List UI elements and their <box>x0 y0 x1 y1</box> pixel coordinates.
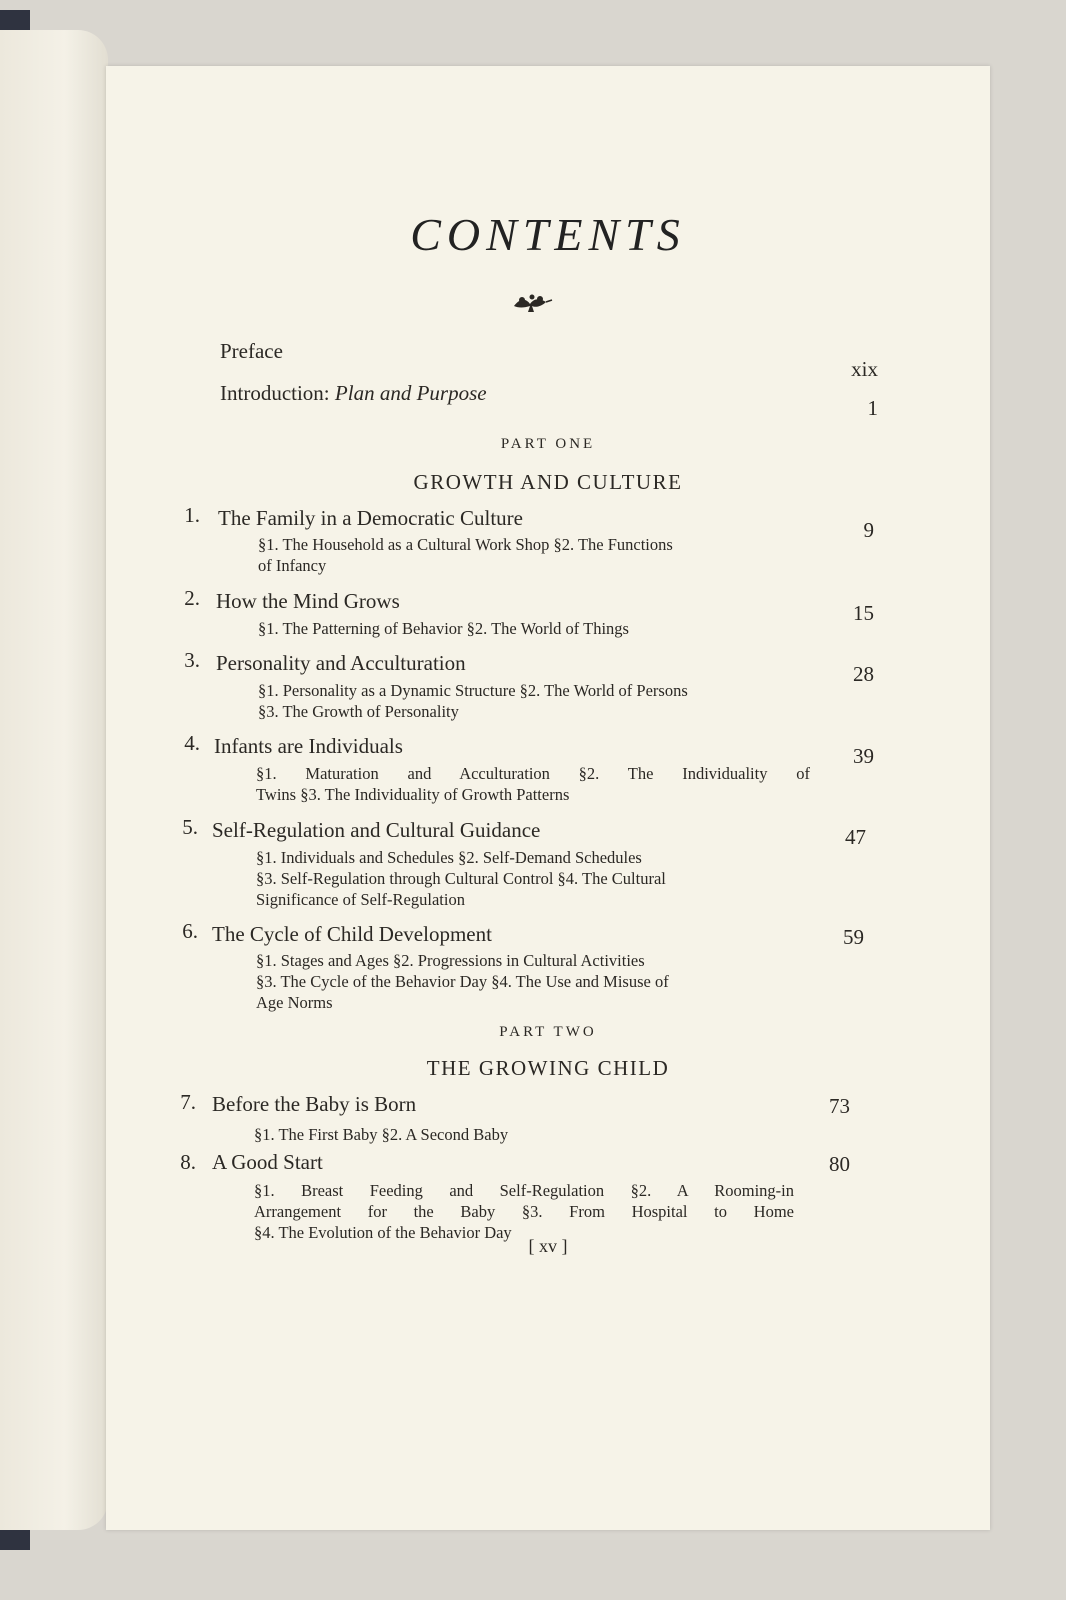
chapter-title: Self-Regulation and Cultural Guidance <box>212 818 541 842</box>
front-preface-page: xix <box>851 357 878 381</box>
chapter-number: 6. <box>182 919 198 943</box>
contents-page <box>106 66 990 1530</box>
chapter-page: 15 <box>853 601 874 625</box>
front-preface-label: Preface <box>220 339 283 363</box>
part-two-label: PART TWO <box>499 1024 597 1040</box>
chapter-page: 9 <box>863 518 874 542</box>
part-one-label: PART ONE <box>500 436 596 452</box>
chapter-sections: §1. The Patterning of Behavior §2. The World of Things <box>258 619 629 638</box>
chapter-page: 59 <box>843 925 864 949</box>
part-one-title: GROWTH AND CULTURE <box>413 470 683 494</box>
chapter-number: 5. <box>182 815 198 839</box>
front-introduction-page: 1 <box>867 396 878 420</box>
chapter-number: 2. <box>184 586 200 610</box>
page-folio: [ xv ] <box>528 1236 568 1256</box>
floral-ornament-icon <box>510 292 554 314</box>
chapter-title: Before the Baby is Born <box>212 1092 417 1116</box>
chapter-sections: §1. Breast Feeding and Self-Regulation §2. A Rooming-in Arrangement for the Baby §3. From Hospital to Home §4. The Evolution of the Behavior Day <box>254 1181 794 1242</box>
page-title: CONTENTS <box>410 209 686 260</box>
chapter-sections: §1. Stages and Ages §2. Progressions in Cultural Activities §3. The Cycle of the Behavior Day §4. The Use and Misuse of Age Norms <box>256 951 669 1012</box>
chapter-sections: §1. The First Baby §2. A Second Baby <box>254 1125 509 1144</box>
chapter-number: 7. <box>180 1090 196 1114</box>
chapter-title: A Good Start <box>212 1150 323 1174</box>
chapter-title: The Family in a Democratic Culture <box>218 506 523 530</box>
chapter-title: Infants are Individuals <box>214 734 403 758</box>
chapter-page: 28 <box>853 662 874 686</box>
chapter-page: 39 <box>853 744 874 768</box>
chapter-page: 47 <box>845 825 866 849</box>
chapter-title: How the Mind Grows <box>216 589 400 613</box>
chapter-sections: §1. Individuals and Schedules §2. Self-Demand Schedules §3. Self-Regulation through Cultural Control §4. The Cultural Significance of Self-Regulation <box>256 848 666 909</box>
front-introduction-label: Introduction: Plan and Purpose <box>220 381 487 405</box>
chapter-number: 3. <box>184 648 200 672</box>
chapter-sections: §1. Maturation and Acculturation §2. The Individuality of Twins §3. The Individuality of Growth Patterns <box>256 764 810 804</box>
chapter-page: 80 <box>829 1152 850 1176</box>
chapter-number: 8. <box>180 1150 196 1174</box>
chapter-number: 1. <box>184 503 200 527</box>
chapter-sections: §1. The Household as a Cultural Work Shop §2. The Functions of Infancy <box>258 535 673 575</box>
chapter-number: 4. <box>184 731 200 755</box>
chapter-page: 73 <box>829 1094 850 1118</box>
chapter-title: The Cycle of Child Development <box>212 922 492 946</box>
chapter-title: Personality and Acculturation <box>216 651 466 675</box>
chapter-sections: §1. Personality as a Dynamic Structure §2. The World of Persons §3. The Growth of Personality <box>258 681 688 721</box>
part-two-title: THE GROWING CHILD <box>426 1056 670 1080</box>
left-page-edge <box>0 30 108 1530</box>
